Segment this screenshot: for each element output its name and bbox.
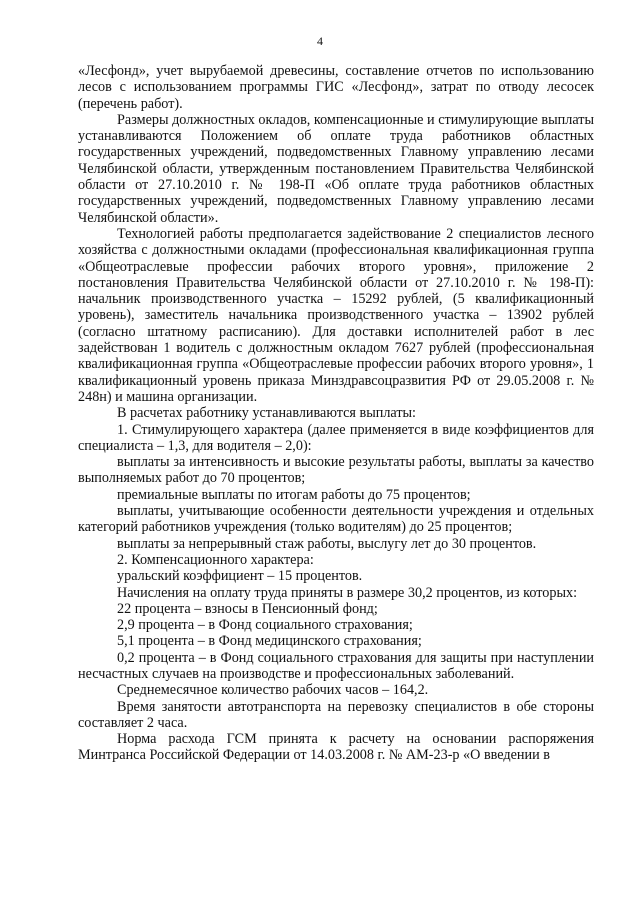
paragraph: 0,2 процента – в Фонд социального страхования для защиты при наступлении несчастных случаев на производстве и профессиональных заболеваний. (78, 649, 594, 682)
paragraph: выплаты за непрерывный стаж работы, выслугу лет до 30 процентов. (117, 535, 537, 552)
paragraph: Норма расхода ГСМ принята к расчету на основании распоряжения Минтранса Российской Федерации от 14.03.2008 г. № АМ-23-р «О введении в (78, 731, 594, 764)
paragraph: выплаты за интенсивность и высокие результаты работы, выплаты за качество выполняемых работ до 70 процентов; (78, 454, 594, 487)
paragraph: 5,1 процента – в Фонд медицинского страхования; (117, 633, 422, 650)
paragraph: 2,9 процента – в Фонд социального страхования; (117, 617, 413, 634)
document-body (78, 63, 594, 764)
paragraph: Среднемесячное количество рабочих часов – 164,2. (117, 682, 429, 699)
paragraph: Технологией работы предполагается задействование 2 специалистов лесного хозяйства с должностными окладами (профессиональная квалификационная группа «Общеотраслевые профессии рабочих второго уровня», приложение 2 постановления Правительства Челябинской области от 27.10.2010 г. № 198-П): начальник производственного участка – 15292 рублей, (5 квалификационный уровень), заместитель начальника производственного участка – 13902 рублей (согласно штатному расписанию). Для доставки исполнителей работ в лес задействован 1 водитель с должностным окладом 7627 рублей (профессиональная квалификационная группа «Общеотраслевые профессии рабочих второго уровня», 1 квалификационный уровень приказа Минздравсоцразвития РФ от 29.05.2008 г. № 248н) и машина организации. (78, 225, 594, 405)
paragraph: 22 процента – взносы в Пенсионный фонд; (117, 600, 378, 617)
page-number: 4 (317, 34, 323, 48)
paragraph: В расчетах работнику устанавливаются выплаты: (117, 405, 416, 422)
paragraph: премиальные выплаты по итогам работы до 75 процентов; (117, 486, 471, 503)
paragraph: Время занятости автотранспорта на перевозку специалистов в обе стороны составляет 2 часа. (78, 698, 594, 731)
paragraph: 2. Компенсационного характера: (117, 551, 314, 568)
paragraph: Размеры должностных окладов, компенсационные и стимулирующие выплаты устанавливаются Положением об оплате труда работников областных государственных учреждений, подведомственных Главному управлению лесами Челябинской области, утвержденным постановлением Правительства Челябинской области от 27.10.2010 г. № 198-П «Об оплате труда работников областных государственных учреждений, подведомственных Главному управлению лесами Челябинской области». (78, 111, 594, 226)
paragraph: «Лесфонд», учет вырубаемой древесины, составление отчетов по использованию лесов с использованием программы ГИС «Лесфонд», затрат по отводу лесосек (перечень работ). (78, 63, 594, 112)
paragraph: выплаты, учитывающие особенности деятельности учреждения и отдельных категорий работников учреждения (только водителям) до 25 процентов; (78, 503, 594, 536)
paragraph: уральский коэффициент – 15 процентов. (117, 568, 363, 585)
paragraph: 1. Стимулирующего характера (далее применяется в виде коэффициентов для специалиста – 1,3, для водителя – 2,0): (78, 421, 594, 454)
paragraph: Начисления на оплату труда приняты в размере 30,2 процентов, из которых: (117, 584, 578, 601)
